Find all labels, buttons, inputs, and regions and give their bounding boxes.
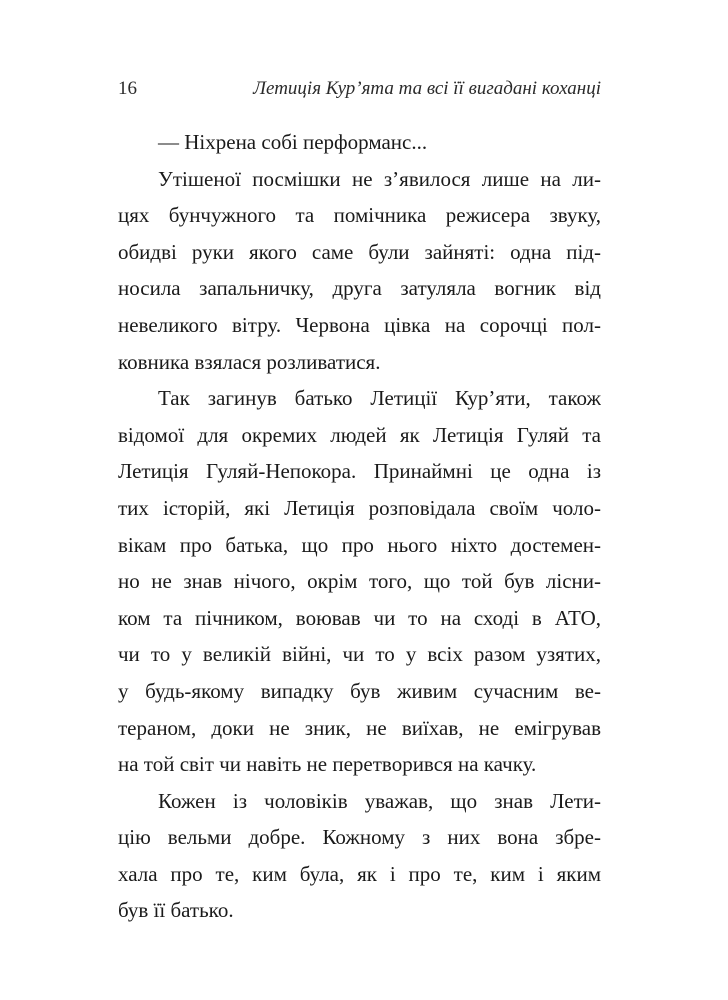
- text-line: ковника взялася розливатися.: [118, 349, 381, 374]
- text-line: ком та пічником, воював чи то на сході в АТО,: [118, 605, 601, 630]
- text-line: цію вельми добре. Кожному з них вона збре-: [118, 825, 601, 850]
- page-number: 16: [118, 78, 137, 99]
- text-line: Летиція Гуляй-Непокора. Принаймні це одна із: [118, 459, 601, 484]
- text-line: вікам про батька, що про нього ніхто достемен-: [118, 532, 601, 557]
- running-title: Летиція Кур’ята та всі її вигадані коханці: [253, 78, 601, 99]
- text-line: на той світ чи навіть не перетворився на качку.: [118, 752, 537, 777]
- text-line: Так загинув батько Летиції Кур’яти, також: [158, 386, 601, 411]
- text-line: — Ніхрена собі перформанс...: [158, 130, 428, 154]
- text-line: Утішеної посмішки не з’явилося лише на ли-: [158, 166, 601, 191]
- body-text: [118, 124, 601, 929]
- text-line: Кожен із чоловіків уважав, що знав Лети-: [158, 788, 601, 813]
- text-line: чи то у великій війні, чи то у всіх разом узятих,: [118, 642, 601, 667]
- text-line: носила запальничку, друга затуляла вогник від: [118, 276, 601, 301]
- text-line: невеликого вітру. Червона цівка на сорочці пол-: [118, 312, 601, 337]
- text-line: обидві руки якого саме були зайняті: одна під-: [118, 239, 601, 264]
- text-line: но не знав нічого, окрім того, що той був лісни-: [118, 569, 601, 594]
- text-line: у будь-якому випадку був живим сучасним ве-: [118, 678, 601, 703]
- text-line: цях бунчужного та помічника режисера звуку,: [118, 203, 601, 228]
- running-header: [118, 76, 601, 102]
- text-line: тих історій, які Летиція розповідала своїм чоло-: [118, 495, 601, 520]
- text-line: був її батько.: [118, 898, 234, 923]
- text-line: відомої для окремих людей як Летиція Гуляй та: [118, 422, 601, 447]
- text-line: хала про те, ким була, як і про те, ким і яким: [118, 861, 601, 886]
- text-line: тераном, доки не зник, не виїхав, не емігрував: [118, 715, 601, 740]
